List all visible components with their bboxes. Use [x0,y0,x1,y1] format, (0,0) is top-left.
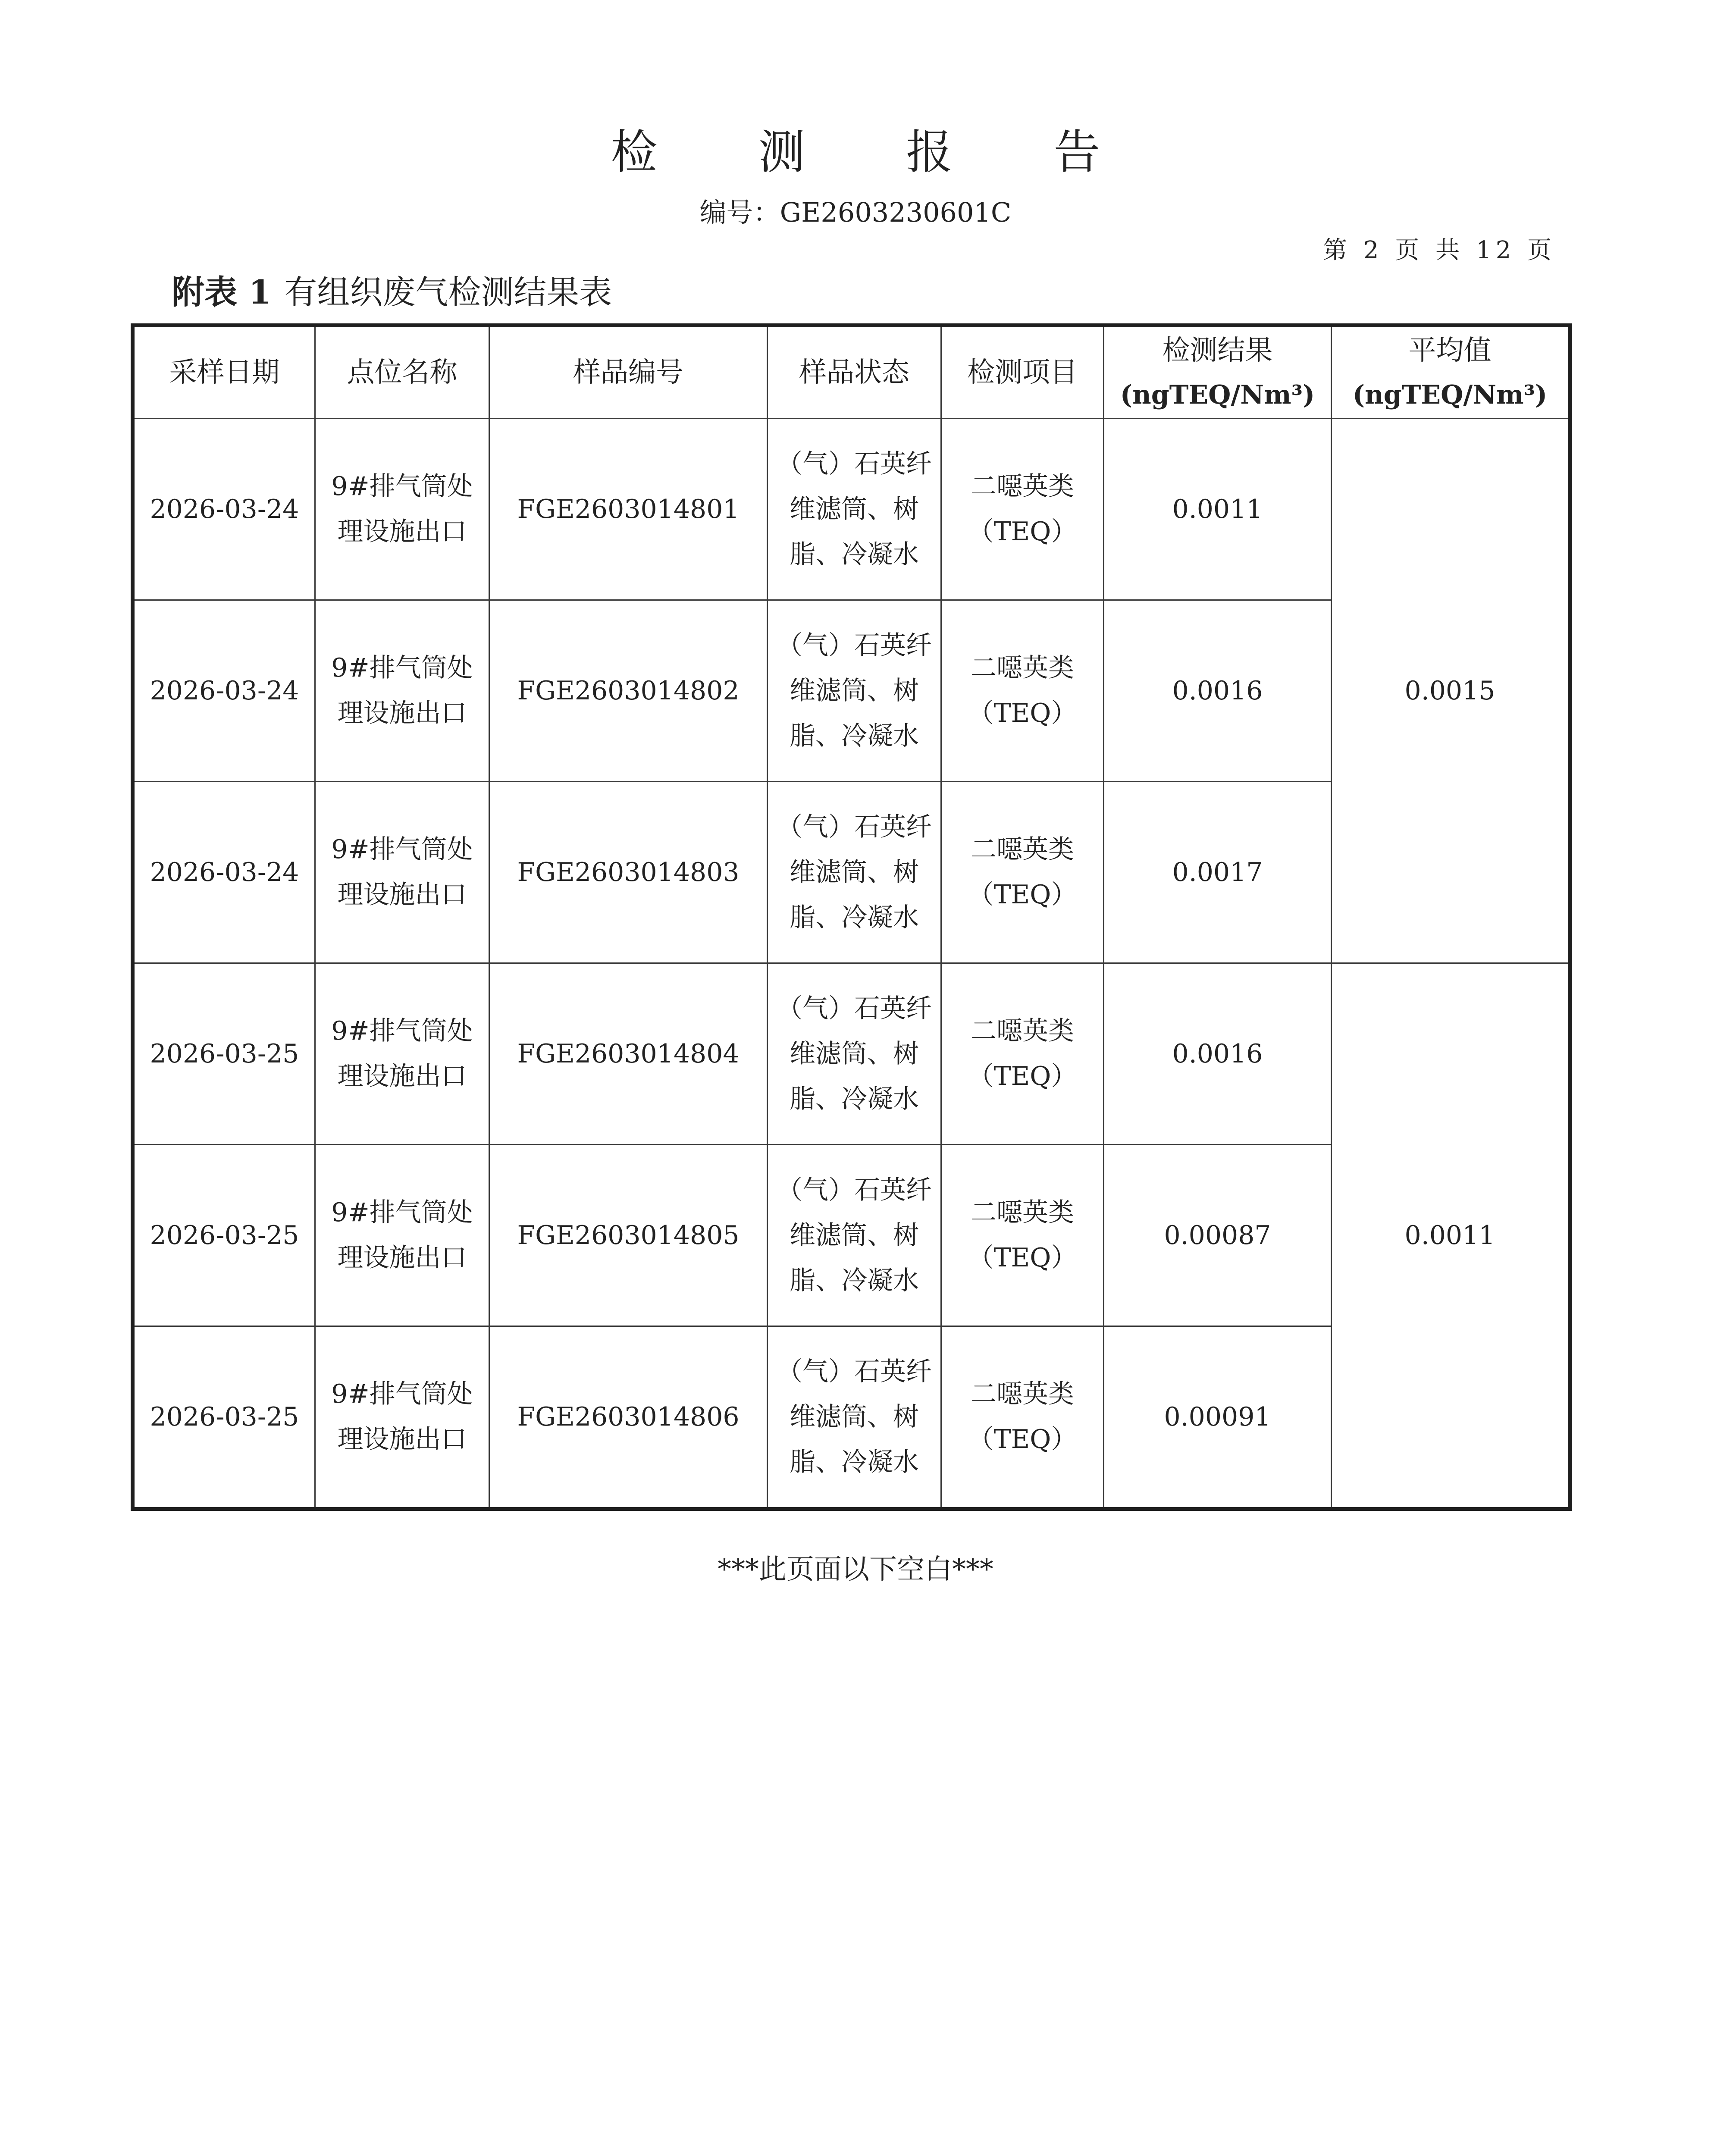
cell-date: 2026-03-24 [133,782,315,963]
blank-page-note: ***此页面以下空白*** [718,1554,993,1586]
cell-result: 0.0016 [1104,600,1332,782]
cell-result: 0.0011 [1104,419,1332,600]
table-row [133,963,1570,1145]
cell-date: 2026-03-25 [133,1326,315,1509]
cell-average: 0.0015 [1332,419,1570,963]
cell-result: 0.0016 [1104,963,1332,1145]
col-header-average-label: 平均值 [1408,334,1492,367]
cell-result: 0.00087 [1104,1145,1332,1326]
cell-item: 二噁英类（TEQ） [941,419,1104,600]
cell-item: 二噁英类（TEQ） [941,963,1104,1145]
cell-date: 2026-03-24 [133,600,315,782]
cell-location: 9#排气筒处理设施出口 [315,782,489,963]
table-caption [172,273,612,311]
cell-location: 9#排气筒处理设施出口 [315,1145,489,1326]
col-header-result-unit: (ngTEQ/Nm³) [1120,380,1315,410]
cell-item: 二噁英类（TEQ） [941,1145,1104,1326]
cell-sample-no: FGE2603014806 [489,1326,768,1509]
table-caption-number: 附表 1 [172,273,272,311]
col-header-result [1104,326,1332,419]
cell-date: 2026-03-24 [133,419,315,600]
cell-sample-no: FGE2603014801 [489,419,768,600]
col-header-sample-state: 样品状态 [768,326,941,419]
report-title: 检 测 报 告 [611,125,1144,179]
cell-result: 0.0017 [1104,782,1332,963]
cell-result: 0.00091 [1104,1326,1332,1509]
cell-location: 9#排气筒处理设施出口 [315,600,489,782]
cell-sample-state: （气）石英纤维滤筒、树脂、冷凝水 [768,782,941,963]
cell-item: 二噁英类（TEQ） [941,600,1104,782]
results-table [131,323,1572,1511]
cell-location: 9#排气筒处理设施出口 [315,419,489,600]
cell-item: 二噁英类（TEQ） [941,1326,1104,1509]
table-caption-text: 有组织废气检测结果表 [284,273,612,311]
col-header-average-unit: (ngTEQ/Nm³) [1352,380,1548,410]
cell-sample-no: FGE2603014802 [489,600,768,782]
cell-date: 2026-03-25 [133,1145,315,1326]
cell-sample-state: （气）石英纤维滤筒、树脂、冷凝水 [768,600,941,782]
cell-sample-state: （气）石英纤维滤筒、树脂、冷凝水 [768,1145,941,1326]
col-header-location: 点位名称 [315,326,489,419]
col-header-average [1332,326,1570,419]
cell-sample-no: FGE2603014804 [489,963,768,1145]
cell-date: 2026-03-25 [133,963,315,1145]
page-indicator: 第 2 页 共 12 页 [1323,236,1556,264]
col-header-item: 检测项目 [941,326,1104,419]
cell-location: 9#排气筒处理设施出口 [315,1326,489,1509]
col-header-sample-no: 样品编号 [489,326,768,419]
cell-sample-state: （气）石英纤维滤筒、树脂、冷凝水 [768,963,941,1145]
table-header-row [133,326,1570,419]
table-row [133,419,1570,600]
cell-sample-no: FGE2603014803 [489,782,768,963]
cell-item: 二噁英类（TEQ） [941,782,1104,963]
report-number: 编号：GE2603230601C [699,197,1012,228]
col-header-date: 采样日期 [133,326,315,419]
cell-location: 9#排气筒处理设施出口 [315,963,489,1145]
cell-sample-state: （气）石英纤维滤筒、树脂、冷凝水 [768,1326,941,1509]
cell-average: 0.0011 [1332,963,1570,1509]
cell-sample-state: （气）石英纤维滤筒、树脂、冷凝水 [768,419,941,600]
col-header-result-label: 检测结果 [1162,334,1273,367]
cell-sample-no: FGE2603014805 [489,1145,768,1326]
